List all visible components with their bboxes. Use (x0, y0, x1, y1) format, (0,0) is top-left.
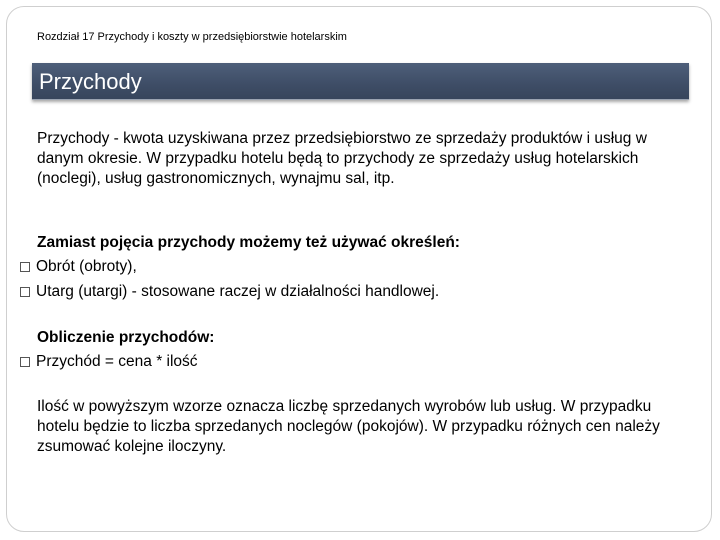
list-item (20, 257, 137, 277)
list-item (20, 282, 439, 302)
calculation-heading: Obliczenie przychodów: (37, 329, 215, 346)
checkbox-bullet-icon (20, 357, 30, 367)
synonyms-heading: Zamiast pojęcia przychody możemy też używać określeń: (37, 234, 460, 251)
list-item-text: Utarg (utargi) - stosowane raczej w działalności handlowej. (36, 283, 440, 300)
checkbox-bullet-icon (20, 287, 30, 297)
title-bar (32, 63, 689, 100)
checkbox-bullet-icon (20, 262, 30, 272)
explanation-paragraph: Ilość w powyższym wzorze oznacza liczbę sprzedanych wyrobów lub usług. W przypadku hotelu będzie to liczba sprzedanych noclegów (pokojów). W przypadku różnych cen należy zsumować kolejne iloczyny. (37, 398, 660, 455)
list-item-text: Obrót (obroty), (36, 258, 137, 275)
chapter-header: Rozdział 17 Przychody i koszty w przedsiębiorstwie hotelarskim (37, 31, 347, 43)
list-item (20, 352, 198, 372)
definition-paragraph: Przychody - kwota uzyskiwana przez przedsiębiorstwo ze sprzedaży produktów i usług w danym okresie. W przypadku hotelu będą to przychody ze sprzedaży usług hotelarskich (noclegi), usług gastronomicznych, wynajmu sal, itp. (37, 130, 647, 187)
slide-title: Przychody (39, 69, 142, 94)
formula-text: Przychód = cena * ilość (36, 353, 198, 370)
